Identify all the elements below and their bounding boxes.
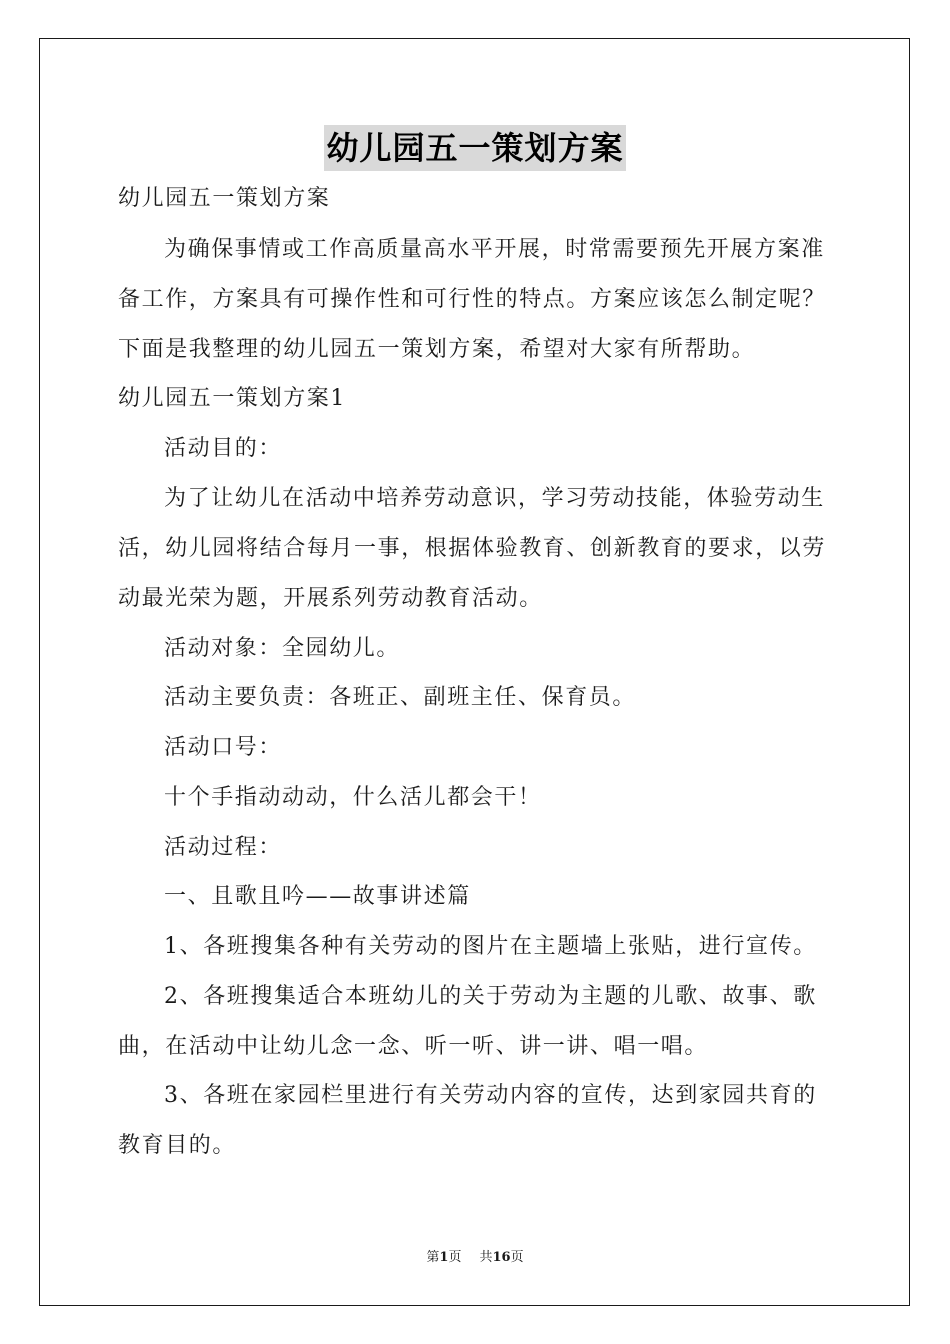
footer-page-number: 1: [439, 1250, 449, 1265]
paragraph-line: 曲，在活动中让幼儿念一念、听一听、讲一讲、唱一唱。: [118, 1034, 709, 1059]
paragraph-line: 动最光荣为题，开展系列劳动教育活动。: [118, 586, 543, 611]
page-footer: [0, 1246, 950, 1265]
paragraph-line: 活动主要负责：各班正、副班主任、保育员。: [164, 685, 637, 710]
footer-total-pages: 16: [492, 1250, 511, 1265]
paragraph-line: 活动过程：: [164, 835, 283, 860]
paragraph-line: 为确保事情或工作高质量高水平开展，时常需要预先开展方案准: [164, 237, 825, 262]
paragraph-line: 3、各班在家园栏里进行有关劳动内容的宣传，达到家园共育的: [164, 1083, 817, 1108]
paragraph-line: 为了让幼儿在活动中培养劳动意识，学习劳动技能，体验劳动生: [164, 486, 825, 511]
paragraph-line: 十个手指动动动，什么活儿都会干！: [164, 785, 542, 810]
paragraph-line: 活动目的：: [164, 436, 283, 461]
paragraph-line: 活动对象：全园幼儿。: [164, 636, 401, 661]
paragraph-line: 一、且歌且吟——故事讲述篇: [164, 884, 471, 909]
footer-page-prefix: 第: [426, 1250, 440, 1265]
paragraph-line: 备工作，方案具有可操作性和可行性的特点。方案应该怎么制定呢？: [118, 287, 827, 312]
paragraph-line: 1、各班搜集各种有关劳动的图片在主题墙上张贴，进行宣传。: [164, 934, 817, 959]
paragraph-line: 活，幼儿园将结合每月一事，根据体验教育、创新教育的要求，以劳: [118, 536, 827, 561]
paragraph-line: 2、各班搜集适合本班幼儿的关于劳动为主题的儿歌、故事、歌: [164, 984, 817, 1009]
footer-total-suffix: 页: [510, 1250, 524, 1265]
paragraph-line: 活动口号：: [164, 735, 283, 760]
footer-page-suffix: 页: [448, 1250, 462, 1265]
paragraph-line: 下面是我整理的幼儿园五一策划方案，希望对大家有所帮助。: [118, 337, 756, 362]
footer-total-prefix: 共: [479, 1250, 493, 1265]
page-border: [39, 38, 910, 1306]
document-title: 幼儿园五一策划方案: [324, 125, 625, 171]
subtitle-line: 幼儿园五一策划方案: [118, 186, 331, 211]
title-container: [0, 125, 950, 171]
section-heading: 幼儿园五一策划方案1: [118, 386, 346, 411]
paragraph-line: 教育目的。: [118, 1133, 237, 1158]
